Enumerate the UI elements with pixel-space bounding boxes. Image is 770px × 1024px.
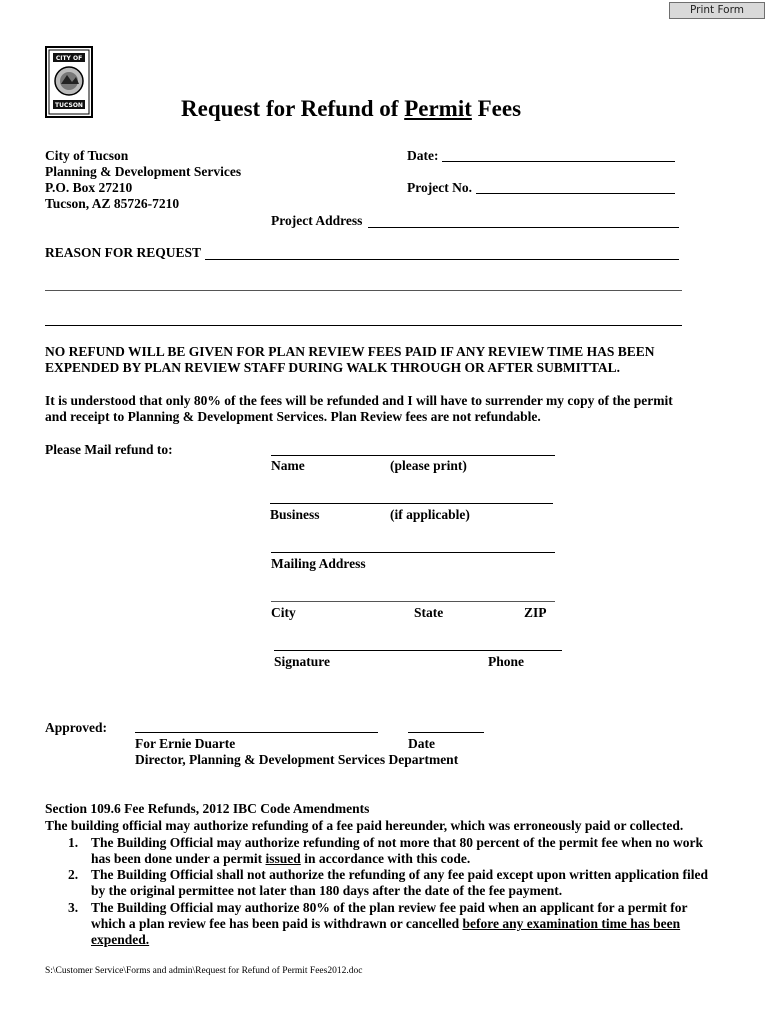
approver-name: For Ernie Duarte: [135, 736, 236, 751]
section-intro: The building official may authorize refunding of a fee paid hereunder, which was erroneously paid or collected.: [45, 818, 684, 833]
item-2-line-2: by the original permittee not later than 180 days after the date of the fee payment.: [91, 883, 563, 898]
document-path-footer: S:\Customer Service\Forms and admin\Request for Refund of Permit Fees2012.doc: [45, 966, 363, 976]
item-1-number: 1.: [68, 835, 79, 850]
zip-label: ZIP: [524, 605, 547, 620]
approver-signature-field[interactable]: [135, 732, 378, 733]
understood-line-1: It is understood that only 80% of the fees will be refunded and I will have to surrender my copy of the permit: [45, 393, 673, 408]
address-line-1: City of Tucson: [45, 148, 129, 163]
name-label: Name: [271, 458, 305, 473]
notice-line-2: EXPENDED BY PLAN REVIEW STAFF DURING WALK THROUGH OR AFTER SUBMITTAL.: [45, 360, 620, 375]
mailing-address-field[interactable]: [271, 552, 555, 553]
mailing-address-label: Mailing Address: [271, 556, 366, 571]
address-line-2: Planning & Development Services: [45, 164, 242, 179]
city-of-tucson-seal-logo: [45, 46, 93, 118]
item-1-line-1: The Building Official may authorize refunding of not more that 80 percent of the permit fee when no work: [91, 835, 703, 850]
item-2-line-1: The Building Official shall not authorize the refunding of any fee paid except upon written application filed: [91, 867, 709, 882]
item-3-line-1: The Building Official may authorize 80% of the plan review fee paid when an applicant for a permit for: [91, 900, 688, 915]
page-title: Request for Refund of Permit Fees: [181, 96, 522, 121]
svg-text:TUCSON: TUCSON: [55, 102, 83, 109]
reason-field-line-3[interactable]: [45, 325, 682, 326]
please-print-label: (please print): [390, 458, 467, 473]
item-3-line-2: which a plan review fee has been paid is withdrawn or cancelled before any examination time has been: [91, 916, 681, 931]
project-no-field[interactable]: [476, 193, 675, 194]
city-state-zip-field[interactable]: [271, 601, 555, 602]
understood-line-2: and receipt to Planning & Development Services. Plan Review fees are not refundable.: [45, 409, 541, 424]
address-line-4: Tucson, AZ 85726-7210: [45, 196, 180, 211]
project-address-label: Project Address: [271, 213, 363, 228]
notice-line-1: NO REFUND WILL BE GIVEN FOR PLAN REVIEW FEES PAID IF ANY REVIEW TIME HAS BEEN: [45, 344, 655, 359]
reason-label: REASON FOR REQUEST: [45, 245, 202, 260]
signature-phone-field[interactable]: [274, 650, 562, 651]
business-field[interactable]: [270, 503, 553, 504]
city-label: City: [271, 605, 296, 620]
address-line-3: P.O. Box 27210: [45, 180, 133, 195]
item-3-number: 3.: [68, 900, 79, 915]
print-form-button[interactable]: Print Form: [669, 2, 765, 19]
director-title: Director, Planning & Development Services Department: [135, 752, 459, 767]
signature-label: Signature: [274, 654, 331, 669]
reason-field-line-2[interactable]: [45, 290, 682, 291]
if-applicable-label: (if applicable): [390, 507, 470, 522]
approved-label: Approved:: [45, 720, 108, 735]
project-no-label: Project No.: [407, 180, 472, 195]
approval-date-label: Date: [408, 736, 435, 751]
state-label: State: [414, 605, 444, 620]
mail-refund-label: Please Mail refund to:: [45, 442, 173, 457]
date-field[interactable]: [442, 161, 675, 162]
business-label: Business: [270, 507, 320, 522]
project-address-field[interactable]: [368, 227, 679, 228]
name-field[interactable]: [271, 455, 555, 456]
svg-text:CITY OF: CITY OF: [55, 55, 83, 62]
item-2-number: 2.: [68, 867, 79, 882]
phone-label: Phone: [488, 654, 525, 669]
item-3-line-3: expended.: [91, 932, 150, 947]
approval-date-field[interactable]: [408, 732, 484, 733]
section-heading: Section 109.6 Fee Refunds, 2012 IBC Code Amendments: [45, 801, 370, 816]
item-1-line-2: has been done under a permit issued in accordance with this code.: [91, 851, 471, 866]
reason-field-line-1[interactable]: [205, 259, 679, 260]
date-label: Date:: [407, 148, 439, 163]
